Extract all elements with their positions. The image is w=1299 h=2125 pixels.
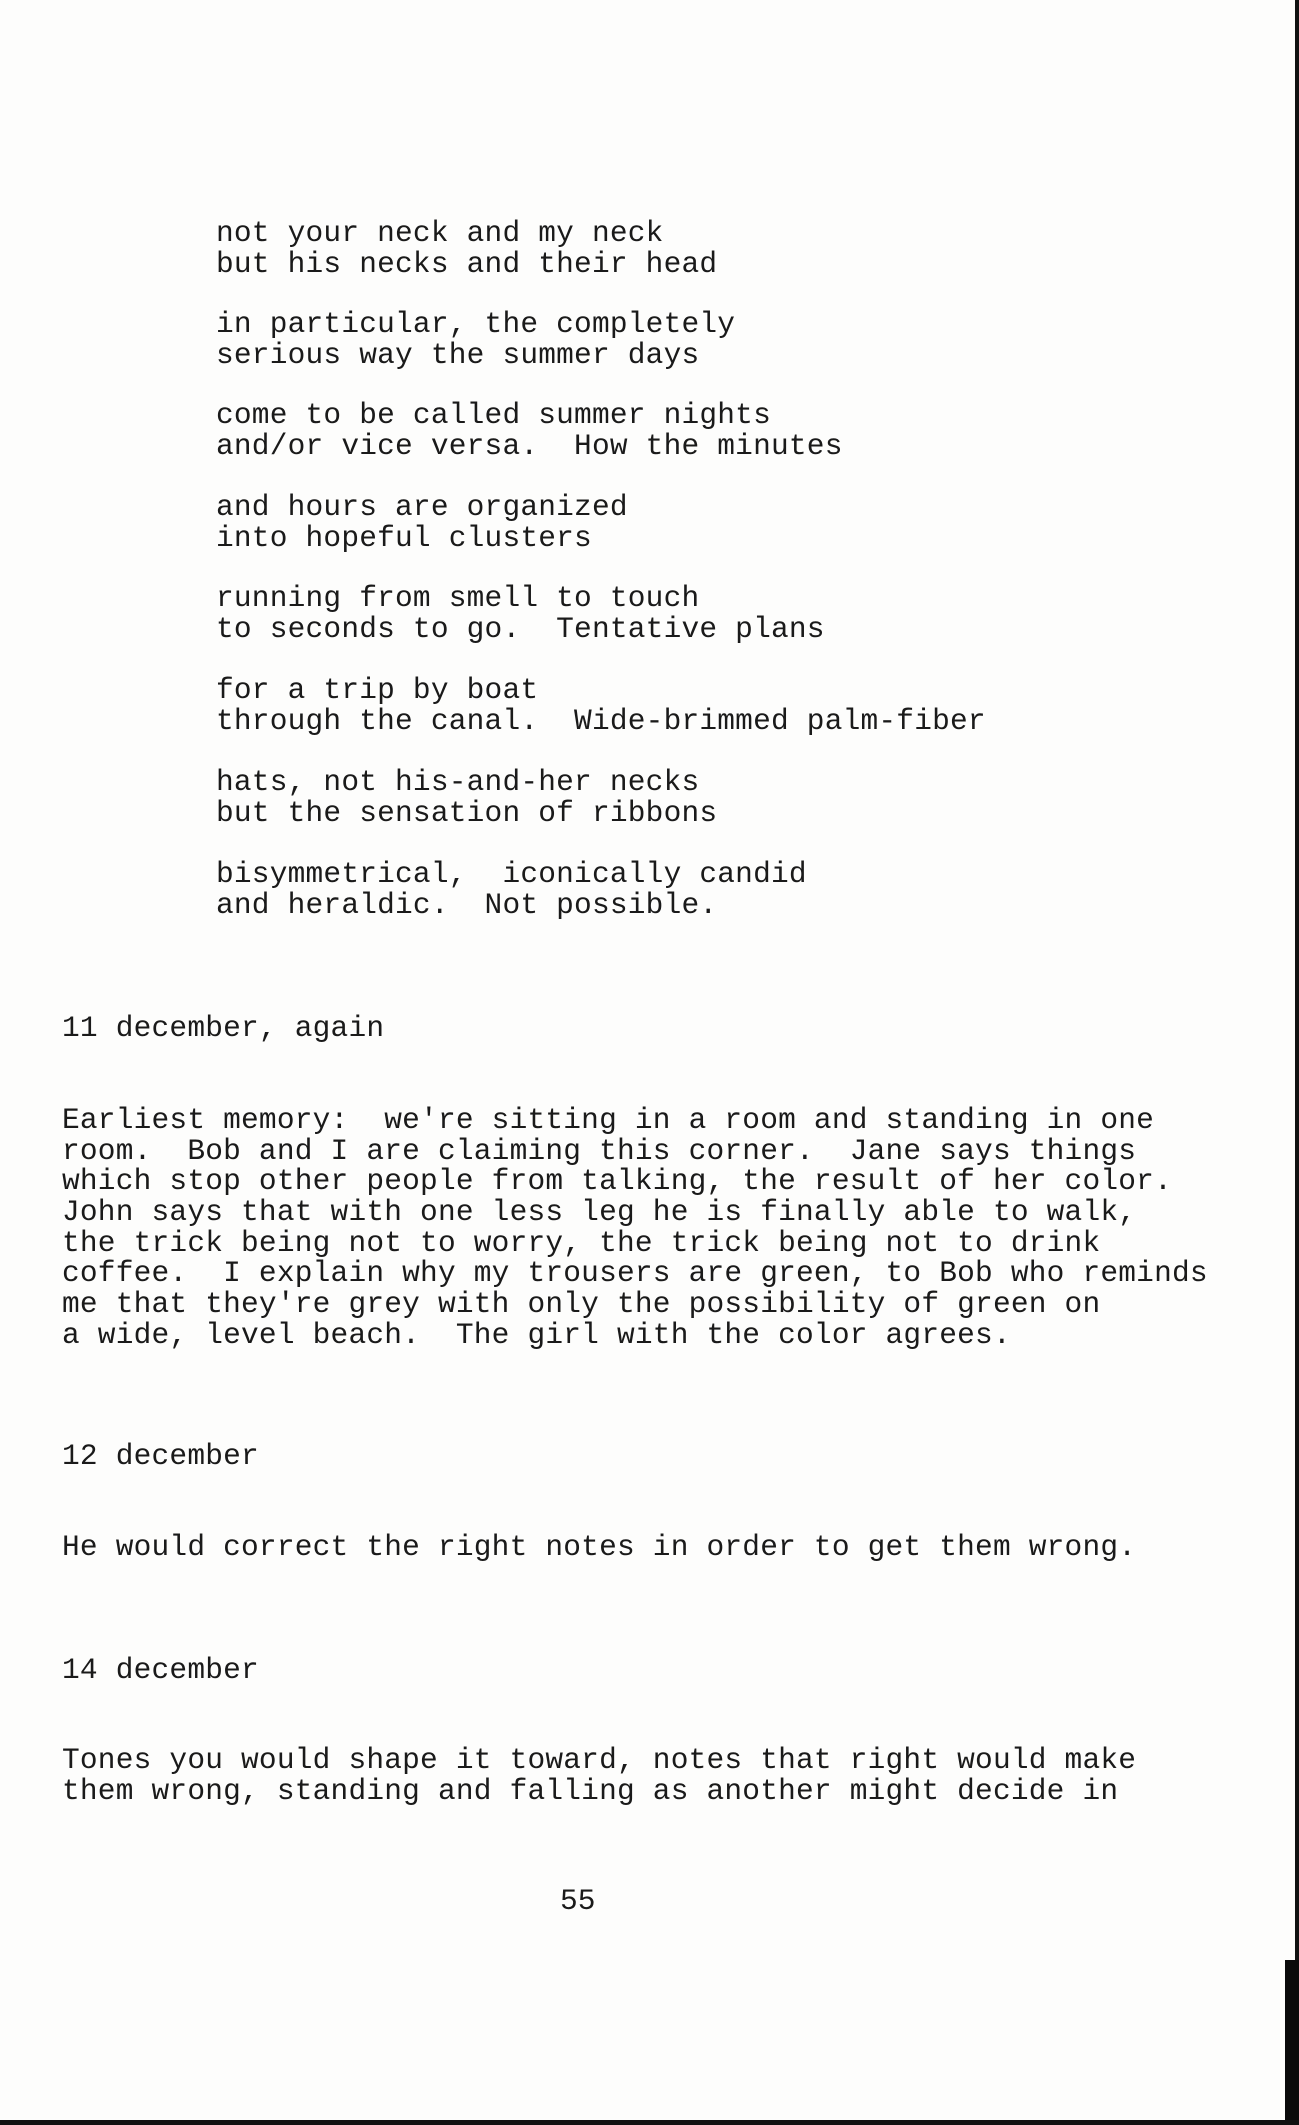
entry-body-line: room. Bob and I are claiming this corner. Jane says things: [62, 1134, 1137, 1168]
poem-line: in particular, the completely: [216, 307, 736, 341]
entry-body-line: John says that with one less leg he is finally able to walk,: [62, 1195, 1137, 1229]
entry-body-line: He would correct the right notes in order to get them wrong.: [62, 1530, 1137, 1564]
poem-line: come to be called summer nights: [216, 398, 771, 432]
entry-body-line: them wrong, standing and falling as another might decide in: [62, 1774, 1119, 1808]
poem-line: and/or vice versa. How the minutes: [216, 429, 843, 463]
scan-edge-right: [1295, 0, 1299, 2125]
poem-line: through the canal. Wide-brimmed palm-fiber: [216, 704, 986, 738]
poem-line: but the sensation of ribbons: [216, 796, 718, 830]
entry-body-line: coffee. I explain why my trousers are green, to Bob who reminds: [62, 1256, 1208, 1290]
entry-body-line: a wide, level beach. The girl with the color agrees.: [62, 1318, 1011, 1352]
poem-line: into hopeful clusters: [216, 521, 592, 555]
scan-shadow-bottom-right: [1285, 1960, 1299, 2125]
poem-line: but his necks and their head: [216, 247, 718, 281]
entry-heading: 11 december, again: [62, 1011, 385, 1045]
poem-line: not your neck and my neck: [216, 216, 664, 250]
entry-body-line: Earliest memory: we're sitting in a room and standing in one: [62, 1103, 1155, 1137]
entry-body-line: me that they're grey with only the possibility of green on: [62, 1287, 1101, 1321]
poem-line: running from smell to touch: [216, 581, 700, 615]
entry-heading: 14 december: [62, 1653, 259, 1687]
scan-edge-bottom: [0, 2120, 1299, 2125]
poem-line: and hours are organized: [216, 490, 628, 524]
poem-line: and heraldic. Not possible.: [216, 888, 718, 922]
poem-line: bisymmetrical, iconically candid: [216, 857, 807, 891]
poem-line: for a trip by boat: [216, 673, 539, 707]
page-number: 55: [560, 1884, 596, 1918]
entry-body-line: which stop other people from talking, the result of her color.: [62, 1164, 1172, 1198]
poem-line: serious way the summer days: [216, 338, 700, 372]
poem-line: to seconds to go. Tentative plans: [216, 612, 825, 646]
entry-heading: 12 december: [62, 1439, 259, 1473]
entry-body-line: Tones you would shape it toward, notes that right would make: [62, 1743, 1137, 1777]
entry-body-line: the trick being not to worry, the trick being not to drink: [62, 1226, 1101, 1260]
poem-line: hats, not his-and-her necks: [216, 765, 700, 799]
